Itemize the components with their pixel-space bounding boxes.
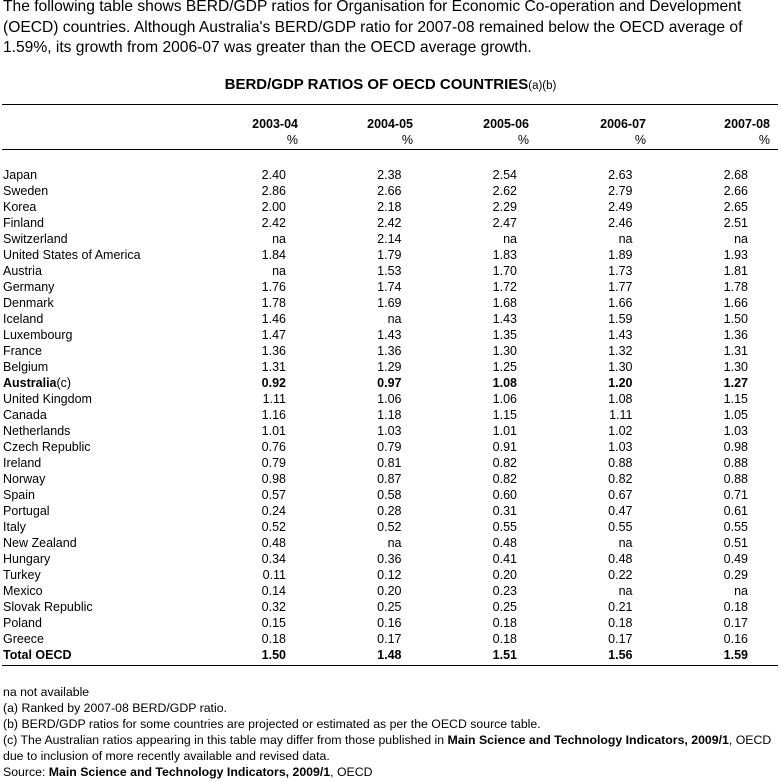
header-top-rule xyxy=(2,104,778,105)
ratio-cell-2006-07: 0.22 xyxy=(608,568,633,582)
table-row xyxy=(3,407,748,423)
ratio-cell-2004-05: 2.18 xyxy=(377,200,402,214)
ratio-cell-2003-04: 0.15 xyxy=(261,616,286,630)
table-row xyxy=(3,215,748,231)
country-name-cell xyxy=(3,359,213,375)
ratio-cell-2004-05: 1.79 xyxy=(377,248,402,262)
ratio-cell-2005-06: 1.15 xyxy=(492,408,517,422)
ratio-cell-2005-06: 1.83 xyxy=(492,248,517,262)
ratio-cell-2003-04: 0.11 xyxy=(262,568,286,582)
ratio-cell-2006-07: 1.08 xyxy=(608,392,633,406)
ratio-cell-2005-06: 1.08 xyxy=(492,376,517,390)
table-row xyxy=(3,199,748,215)
column-year: 2006-07 xyxy=(600,117,646,131)
ratio-cell-2005-06: 0.41 xyxy=(492,552,517,566)
ratio-cell-2006-07: 1.30 xyxy=(608,360,633,374)
ratio-cell-2005-06: 2.47 xyxy=(492,216,517,230)
ratio-cell-2006-07: 1.20 xyxy=(608,376,633,390)
country-name-cell xyxy=(3,183,213,199)
header-bottom-rule xyxy=(2,149,778,150)
ratio-cell-2007-08: 0.51 xyxy=(723,536,748,550)
ratio-cell-2003-04: 0.79 xyxy=(261,456,286,470)
ratio-cell-2007-08: 0.16 xyxy=(723,632,748,646)
ratio-cell-2003-04: 0.32 xyxy=(261,600,286,614)
ratio-cell-2004-05: 0.81 xyxy=(377,456,402,470)
ratio-cell-2005-06: 0.25 xyxy=(492,600,517,614)
source-publication: Main Science and Technology Indicators, 2009/1 xyxy=(48,765,331,779)
ratio-cell-2005-06: 0.31 xyxy=(492,504,517,518)
country-name: Ireland xyxy=(3,456,42,470)
ratio-cell-2005-06: 1.72 xyxy=(492,280,517,294)
column-unit: % xyxy=(286,133,298,147)
ratio-cell-2003-04: 1.50 xyxy=(261,648,286,662)
table-row xyxy=(3,647,748,663)
table-title xyxy=(0,76,781,93)
table-row xyxy=(3,231,748,247)
ratio-cell-2007-08: 2.51 xyxy=(723,216,748,230)
country-name-cell xyxy=(3,279,213,295)
table-title-text: BERD/GDP RATIOS OF OECD COUNTRIES xyxy=(224,76,529,93)
table-row xyxy=(3,567,748,583)
ratio-cell-2006-07: 0.17 xyxy=(608,632,633,646)
country-name-cell xyxy=(3,423,213,439)
table-row xyxy=(3,615,748,631)
footnote-c-text-end: , OECD due to inclusion of more recently available and revised data. xyxy=(3,733,772,763)
ratio-cell-2005-06: 2.62 xyxy=(492,184,517,198)
ratio-cell-2004-05: 2.14 xyxy=(377,232,402,246)
country-name: Spain xyxy=(3,488,35,502)
ratio-cell-2007-08: na xyxy=(734,232,748,246)
source-rest: , OECD xyxy=(330,765,373,779)
ratio-cell-2004-05: 2.42 xyxy=(377,216,402,230)
ratio-cell-2005-06: 0.18 xyxy=(492,632,517,646)
ratio-cell-2007-08: 0.55 xyxy=(723,520,748,534)
ratio-cell-2004-05: 1.43 xyxy=(377,328,402,342)
table-row xyxy=(3,423,748,439)
ratio-cell-2005-06: 0.82 xyxy=(492,472,517,486)
ratio-cell-2006-07: 0.88 xyxy=(608,456,633,470)
ratio-cell-2003-04: 1.11 xyxy=(262,392,286,406)
berd-gdp-table xyxy=(3,167,748,663)
ratio-cell-2003-04: na xyxy=(272,264,286,278)
country-name: Denmark xyxy=(3,296,54,310)
country-name: United States of America xyxy=(3,248,141,262)
table-row xyxy=(3,375,748,391)
table-row xyxy=(3,631,748,647)
ratio-cell-2004-05: 1.36 xyxy=(377,344,402,358)
ratio-cell-2005-06: 0.91 xyxy=(492,440,517,454)
ratio-cell-2004-05: 0.97 xyxy=(377,376,402,390)
ratio-cell-2003-04: 2.40 xyxy=(261,168,286,182)
ratio-cell-2007-08: 0.88 xyxy=(723,472,748,486)
ratio-cell-2003-04: 0.76 xyxy=(261,440,286,454)
column-year: 2007-08 xyxy=(724,117,770,131)
ratio-cell-2003-04: 1.76 xyxy=(261,280,286,294)
ratio-cell-2007-08: 0.98 xyxy=(723,440,748,454)
ratio-cell-2005-06: 1.35 xyxy=(492,328,517,342)
table-row xyxy=(3,183,748,199)
table-row xyxy=(3,359,748,375)
table-row xyxy=(3,263,748,279)
ratio-cell-2004-05: 1.69 xyxy=(377,296,402,310)
country-name-cell xyxy=(3,455,213,471)
table-row xyxy=(3,455,748,471)
ratio-cell-2006-07: 2.79 xyxy=(608,184,633,198)
ratio-cell-2005-06: 0.60 xyxy=(492,488,517,502)
ratio-cell-2004-05: 1.74 xyxy=(377,280,402,294)
table-row xyxy=(3,503,748,519)
country-name-cell xyxy=(3,631,213,647)
ratio-cell-2003-04: 0.48 xyxy=(261,536,286,550)
country-name: Slovak Republic xyxy=(3,600,93,614)
ratio-cell-2006-07: na xyxy=(618,536,633,550)
ratio-cell-2005-06: 0.55 xyxy=(492,520,517,534)
ratio-cell-2006-07: 2.46 xyxy=(608,216,633,230)
column-unit: % xyxy=(401,133,413,147)
table-row xyxy=(3,471,748,487)
footnote-c xyxy=(3,732,779,764)
ratio-cell-2005-06: 0.82 xyxy=(492,456,517,470)
country-name-cell xyxy=(3,391,213,407)
ratio-cell-2003-04: 0.24 xyxy=(261,504,286,518)
ratio-cell-2006-07: 0.82 xyxy=(608,472,633,486)
table-row xyxy=(3,599,748,615)
country-name-cell xyxy=(3,567,213,583)
country-name-cell xyxy=(3,199,213,215)
ratio-cell-2003-04: 0.92 xyxy=(261,376,286,390)
ratio-cell-2004-05: 1.48 xyxy=(377,648,402,662)
ratio-cell-2003-04: 0.98 xyxy=(261,472,286,486)
country-name-cell xyxy=(3,583,213,599)
ratio-cell-2007-08: 2.65 xyxy=(723,200,748,214)
ratio-cell-2005-06: 1.01 xyxy=(492,424,517,438)
table-title-notes: (a)(b) xyxy=(528,80,557,92)
ratio-cell-2004-05: 2.38 xyxy=(377,168,402,182)
country-name: Total OECD xyxy=(3,648,72,662)
ratio-cell-2004-05: 1.06 xyxy=(377,392,402,406)
ratio-cell-2006-07: 0.67 xyxy=(608,488,633,502)
ratio-cell-2005-06: 0.20 xyxy=(492,568,517,582)
ratio-cell-2007-08: 0.18 xyxy=(723,600,748,614)
country-name-cell xyxy=(3,263,213,279)
ratio-cell-2004-05: 1.29 xyxy=(377,360,402,374)
country-name: Japan xyxy=(3,168,38,182)
column-unit: % xyxy=(517,133,529,147)
ratio-cell-2005-06: 1.51 xyxy=(492,648,517,662)
country-name: Norway xyxy=(3,472,46,486)
ratio-cell-2004-05: 0.25 xyxy=(377,600,402,614)
country-name-cell xyxy=(3,615,213,631)
country-name: Luxembourg xyxy=(3,328,73,342)
table-row xyxy=(3,439,748,455)
ratio-cell-2003-04: 2.42 xyxy=(261,216,286,230)
ratio-cell-2003-04: 0.57 xyxy=(261,488,286,502)
ratio-cell-2003-04: 0.18 xyxy=(261,632,286,646)
country-name: Korea xyxy=(3,200,37,214)
table-row xyxy=(3,583,748,599)
ratio-cell-2007-08: 0.61 xyxy=(723,504,748,518)
ratio-cell-2006-07: 1.77 xyxy=(608,280,633,294)
ratio-cell-2004-05: 0.17 xyxy=(377,632,402,646)
ratio-cell-2007-08: 1.66 xyxy=(723,296,748,310)
ratio-cell-2005-06: 2.54 xyxy=(492,168,517,182)
ratio-cell-2005-06: 1.06 xyxy=(492,392,517,406)
country-name: New Zealand xyxy=(3,536,77,550)
ratio-cell-2007-08: 1.03 xyxy=(723,424,748,438)
ratio-cell-2005-06: 1.30 xyxy=(492,344,517,358)
country-name-cell xyxy=(3,295,213,311)
ratio-cell-2004-05: 0.36 xyxy=(377,552,402,566)
country-name: Netherlands xyxy=(3,424,71,438)
country-name: Iceland xyxy=(3,312,44,326)
footnote-a: (a) Ranked by 2007-08 BERD/GDP ratio. xyxy=(3,701,227,715)
table-row xyxy=(3,551,748,567)
ratio-cell-2006-07: 0.21 xyxy=(608,600,633,614)
ratio-cell-2003-04: 2.86 xyxy=(261,184,286,198)
ratio-cell-2004-05: 0.79 xyxy=(377,440,402,454)
column-header-2005-06 xyxy=(419,116,529,148)
country-name: Mexico xyxy=(3,584,43,598)
ratio-cell-2007-08: 0.29 xyxy=(723,568,748,582)
country-name-cell xyxy=(3,647,213,663)
ratio-cell-2004-05: 2.66 xyxy=(377,184,402,198)
country-name: Portugal xyxy=(3,504,50,518)
intro-paragraph: The following table shows BERD/GDP ratios for Organisation for Economic Co-operation and Development (OECD) countries. Although Australia's BERD/GDP ratio for 2007-08 remained below the OECD average of 1.59%, its growth from 2006-07 was greater than the OECD average growth. xyxy=(3,0,743,56)
ratio-cell-2006-07: 1.32 xyxy=(608,344,633,358)
ratio-cell-2006-07: 0.48 xyxy=(608,552,633,566)
column-header-2003-04 xyxy=(188,116,298,148)
table-row xyxy=(3,247,748,263)
ratio-cell-2003-04: 1.47 xyxy=(261,328,286,342)
ratio-cell-2005-06: 2.29 xyxy=(492,200,517,214)
ratio-cell-2005-06: 0.48 xyxy=(492,536,517,550)
ratio-cell-2003-04: 0.34 xyxy=(261,552,286,566)
ratio-cell-2006-07: 1.03 xyxy=(608,440,633,454)
ratio-cell-2007-08: 1.15 xyxy=(723,392,748,406)
country-name-cell xyxy=(3,231,213,247)
ratio-cell-2003-04: 1.36 xyxy=(261,344,286,358)
country-name-cell xyxy=(3,519,213,535)
ratio-cell-2004-05: 0.16 xyxy=(377,616,402,630)
column-header-2006-07 xyxy=(536,116,646,148)
ratio-cell-2006-07: 0.55 xyxy=(608,520,633,534)
footnote-c-publication: Main Science and Technology Indicators, 2009/1 xyxy=(447,733,729,747)
ratio-cell-2007-08: 2.66 xyxy=(723,184,748,198)
ratio-cell-2006-07: 2.63 xyxy=(608,168,633,182)
ratio-cell-2004-05: 0.87 xyxy=(377,472,402,486)
ratio-cell-2006-07: 1.02 xyxy=(608,424,633,438)
country-name: Sweden xyxy=(3,184,49,198)
column-year: 2004-05 xyxy=(367,117,413,131)
ratio-cell-2004-05: 0.20 xyxy=(377,584,402,598)
ratio-cell-2007-08: 0.17 xyxy=(723,616,748,630)
table-row xyxy=(3,279,748,295)
ratio-cell-2004-05: 0.12 xyxy=(377,568,402,582)
footnote-na: na not available xyxy=(3,685,90,699)
ratio-cell-2004-05: 1.18 xyxy=(377,408,402,422)
ratio-cell-2004-05: 0.28 xyxy=(377,504,402,518)
column-header-2004-05 xyxy=(303,116,413,148)
ratio-cell-2006-07: 1.89 xyxy=(608,248,633,262)
ratio-cell-2006-07: 1.73 xyxy=(608,264,633,278)
country-name: Greece xyxy=(3,632,44,646)
country-name-cell xyxy=(3,439,213,455)
table-row xyxy=(3,327,748,343)
table-row xyxy=(3,343,748,359)
country-name: Italy xyxy=(3,520,26,534)
table-row xyxy=(3,295,748,311)
ratio-cell-2006-07: 2.49 xyxy=(608,200,633,214)
table-bottom-rule xyxy=(2,665,778,666)
country-name: Germany xyxy=(3,280,55,294)
ratio-cell-2007-08: na xyxy=(734,584,748,598)
source-note xyxy=(3,764,779,780)
ratio-cell-2004-05: na xyxy=(387,536,402,550)
ratio-cell-2006-07: na xyxy=(618,584,633,598)
ratio-cell-2003-04: na xyxy=(272,232,286,246)
country-name-cell xyxy=(3,215,213,231)
ratio-cell-2007-08: 0.71 xyxy=(723,488,748,502)
country-name: Australia xyxy=(3,376,57,390)
country-name: Poland xyxy=(3,616,42,630)
ratio-cell-2004-05: 1.03 xyxy=(377,424,402,438)
ratio-cell-2006-07: 0.47 xyxy=(608,504,633,518)
ratio-cell-2006-07: 1.59 xyxy=(608,312,633,326)
country-name-cell xyxy=(3,471,213,487)
footnote-b: (b) BERD/GDP ratios for some countries are projected or estimated as per the OECD source table. xyxy=(3,717,541,731)
ratio-cell-2005-06: na xyxy=(503,232,517,246)
ratio-cell-2007-08: 1.36 xyxy=(723,328,748,342)
table-row xyxy=(3,311,748,327)
ratio-cell-2003-04: 1.31 xyxy=(261,360,286,374)
country-name: Turkey xyxy=(3,568,41,582)
table-row xyxy=(3,167,748,183)
country-name: Canada xyxy=(3,408,47,422)
ratio-cell-2006-07: 1.66 xyxy=(608,296,633,310)
ratio-cell-2005-06: 0.23 xyxy=(492,584,517,598)
ratio-cell-2006-07: 1.11 xyxy=(609,408,633,422)
country-name: Hungary xyxy=(3,552,51,566)
ratio-cell-2003-04: 0.14 xyxy=(261,584,286,598)
table-row xyxy=(3,519,748,535)
country-name: Czech Republic xyxy=(3,440,91,454)
country-name: Finland xyxy=(3,216,44,230)
column-unit: % xyxy=(758,133,770,147)
ratio-cell-2003-04: 1.84 xyxy=(261,248,286,262)
table-body xyxy=(3,167,748,663)
ratio-cell-2003-04: 1.16 xyxy=(261,408,286,422)
country-name-cell xyxy=(3,375,213,391)
ratio-cell-2006-07: 1.43 xyxy=(608,328,633,342)
country-name: Austria xyxy=(3,264,42,278)
ratio-cell-2005-06: 0.18 xyxy=(492,616,517,630)
footnotes xyxy=(3,684,779,780)
ratio-cell-2007-08: 1.59 xyxy=(723,648,748,662)
country-name-cell xyxy=(3,503,213,519)
footnote-c-text: (c) The Australian ratios appearing in this table may differ from those published in xyxy=(3,733,448,747)
country-name: United Kingdom xyxy=(3,392,92,406)
table-row xyxy=(3,487,748,503)
ratio-cell-2005-06: 1.43 xyxy=(492,312,517,326)
ratio-cell-2006-07: na xyxy=(618,232,633,246)
ratio-cell-2007-08: 2.68 xyxy=(723,168,748,182)
ratio-cell-2007-08: 1.30 xyxy=(723,360,748,374)
country-name: France xyxy=(3,344,42,358)
ratio-cell-2003-04: 1.46 xyxy=(261,312,286,326)
ratio-cell-2003-04: 2.00 xyxy=(261,200,286,214)
ratio-cell-2004-05: 0.58 xyxy=(377,488,402,502)
ratio-cell-2005-06: 1.70 xyxy=(492,264,517,278)
ratio-cell-2004-05: na xyxy=(387,312,402,326)
country-footnote-marker: (c) xyxy=(56,376,72,390)
column-year: 2005-06 xyxy=(483,117,529,131)
ratio-cell-2006-07: 0.18 xyxy=(608,616,633,630)
ratio-cell-2007-08: 1.81 xyxy=(723,264,748,278)
ratio-cell-2007-08: 1.27 xyxy=(723,376,748,390)
table-row xyxy=(3,391,748,407)
ratio-cell-2004-05: 0.52 xyxy=(377,520,402,534)
ratio-cell-2003-04: 0.52 xyxy=(261,520,286,534)
country-name-cell xyxy=(3,311,213,327)
country-name-cell xyxy=(3,343,213,359)
ratio-cell-2004-05: 1.53 xyxy=(377,264,402,278)
country-name-cell xyxy=(3,551,213,567)
ratio-cell-2003-04: 1.01 xyxy=(261,424,286,438)
ratio-cell-2006-07: 1.56 xyxy=(608,648,633,662)
column-header-2007-08 xyxy=(660,116,770,148)
country-name-cell xyxy=(3,327,213,343)
ratio-cell-2003-04: 1.78 xyxy=(261,296,286,310)
ratio-cell-2007-08: 1.50 xyxy=(723,312,748,326)
ratio-cell-2005-06: 1.25 xyxy=(492,360,517,374)
country-name-cell xyxy=(3,247,213,263)
ratio-cell-2007-08: 0.49 xyxy=(723,552,748,566)
source-label: Source: xyxy=(3,765,49,779)
country-name-cell xyxy=(3,167,213,183)
country-name: Belgium xyxy=(3,360,49,374)
ratio-cell-2005-06: 1.68 xyxy=(492,296,517,310)
ratio-cell-2007-08: 0.88 xyxy=(723,456,748,470)
country-name: Switzerland xyxy=(3,232,68,246)
country-name-cell xyxy=(3,599,213,615)
table-row xyxy=(3,535,748,551)
ratio-cell-2007-08: 1.78 xyxy=(723,280,748,294)
ratio-cell-2007-08: 1.93 xyxy=(723,248,748,262)
ratio-cell-2007-08: 1.05 xyxy=(723,408,748,422)
country-name-cell xyxy=(3,407,213,423)
column-unit: % xyxy=(634,133,646,147)
ratio-cell-2007-08: 1.31 xyxy=(723,344,748,358)
country-name-cell xyxy=(3,487,213,503)
column-year: 2003-04 xyxy=(252,117,298,131)
country-name-cell xyxy=(3,535,213,551)
